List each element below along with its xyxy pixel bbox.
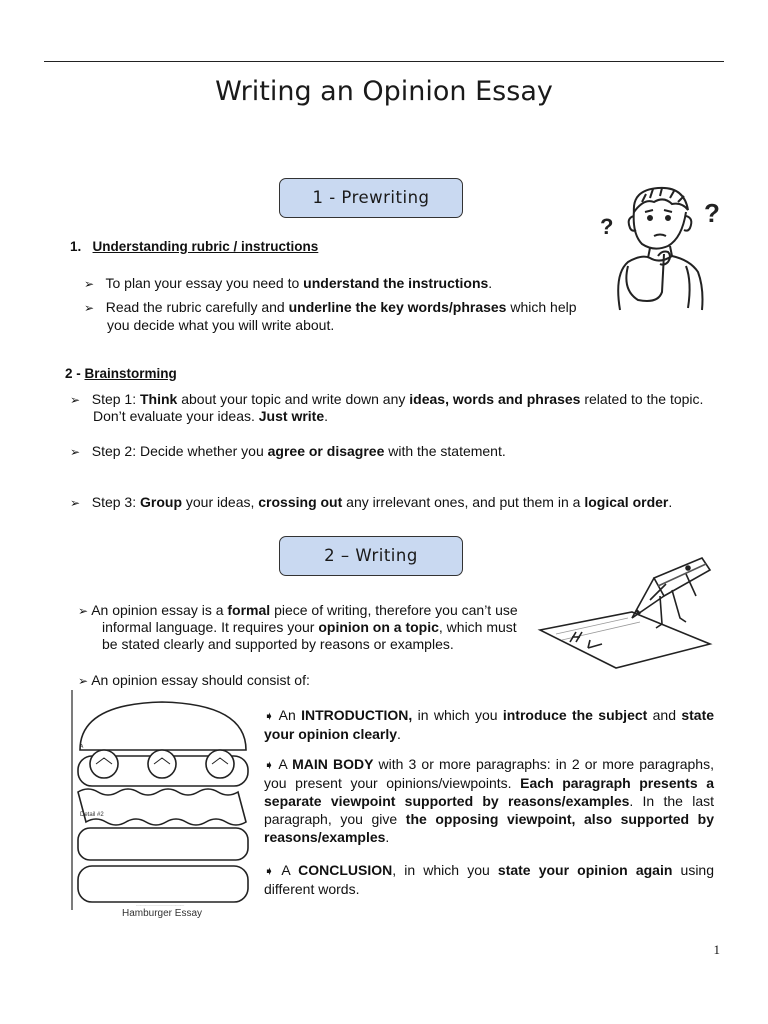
writing-para-1-line-2: informal language. It requires your opinion on a topic, which must [102, 619, 517, 635]
brainstorming-step-2: ➢ Step 2: Decide whether you agree or disagree with the statement. [70, 443, 506, 459]
writing-para-1-line-3: be stated clearly and supported by reasons or examples. [102, 636, 454, 652]
brainstorming-step-1-cont: Don’t evaluate your ideas. Just write. [93, 408, 329, 424]
arrow-bullet-icon: ➢ [78, 604, 89, 618]
arrow-bullet-icon: ➢ [84, 301, 95, 315]
writing-para-1: ➢ An opinion essay is a formal piece of writing, therefore you can’t use [78, 602, 518, 618]
page-number: 1 [713, 942, 720, 957]
section-writing-header: 2 – Writing [279, 536, 463, 576]
svg-text:?: ? [704, 198, 720, 228]
writing-para-2: ➢ An opinion essay should consist of: [78, 672, 310, 688]
pointer-icon: ➧ [264, 864, 275, 878]
pencil-writing-illustration [536, 556, 714, 674]
understanding-bullet-1: ➢ To plan your essay you need to understand the instructions. [84, 275, 493, 291]
pointer-icon: ➧ [264, 709, 275, 723]
arrow-bullet-icon: ➢ [70, 496, 81, 510]
brainstorming-step-3: ➢ Step 3: Group your ideas, crossing out any irrelevant ones, and put them in a logical order. [70, 494, 673, 510]
pointer-icon: ➧ [264, 758, 275, 772]
arrow-bullet-icon: ➢ [78, 674, 89, 688]
top-rule [44, 61, 724, 62]
brainstorming-step-1: ➢ Step 1: Think about your topic and write down any ideas, words and phrases related to the topic. [70, 391, 704, 407]
svg-text:?: ? [600, 214, 614, 239]
page-title: Writing an Opinion Essay [215, 76, 553, 107]
burger-caption: Hamburger Essay [121, 908, 203, 919]
essay-part-conclusion: ➧ A CONCLUSION, in which you state your opinion again using different words. [264, 862, 714, 897]
svg-text:A: A [80, 744, 84, 750]
svg-text:..............................: .................................................. [135, 903, 185, 907]
brainstorming-heading: 2 - Brainstorming [65, 366, 177, 381]
hamburger-essay-diagram [70, 688, 256, 922]
burger-detail-label: Detail #2 [80, 812, 104, 818]
section-prewriting-header: 1 - Prewriting [279, 178, 463, 218]
thinking-boy-illustration [598, 182, 730, 312]
understanding-bullet-2: ➢ Read the rubric carefully and underline the key words/phrases which help [84, 299, 577, 315]
arrow-bullet-icon: ➢ [70, 445, 81, 459]
arrow-bullet-icon: ➢ [70, 393, 81, 407]
understanding-heading: 1. Understanding rubric / instructions [70, 239, 319, 254]
essay-part-main-body: ➧ A MAIN BODY with 3 or more paragraphs: in 2 or more paragraphs, you present your opinions/viewpoints. Each paragraph presents a separate viewpoint supported by reasons/examples. In the last paragraph, you give the opposing viewpoint, also supported by reasons/examples. [264, 756, 715, 845]
understanding-bullet-2-cont: you decide what you will write about. [107, 317, 335, 333]
essay-part-introduction: ➧ An INTRODUCTION, in which you introduce the subject and state your opinion clearly. [264, 707, 715, 742]
arrow-bullet-icon: ➢ [84, 277, 95, 291]
